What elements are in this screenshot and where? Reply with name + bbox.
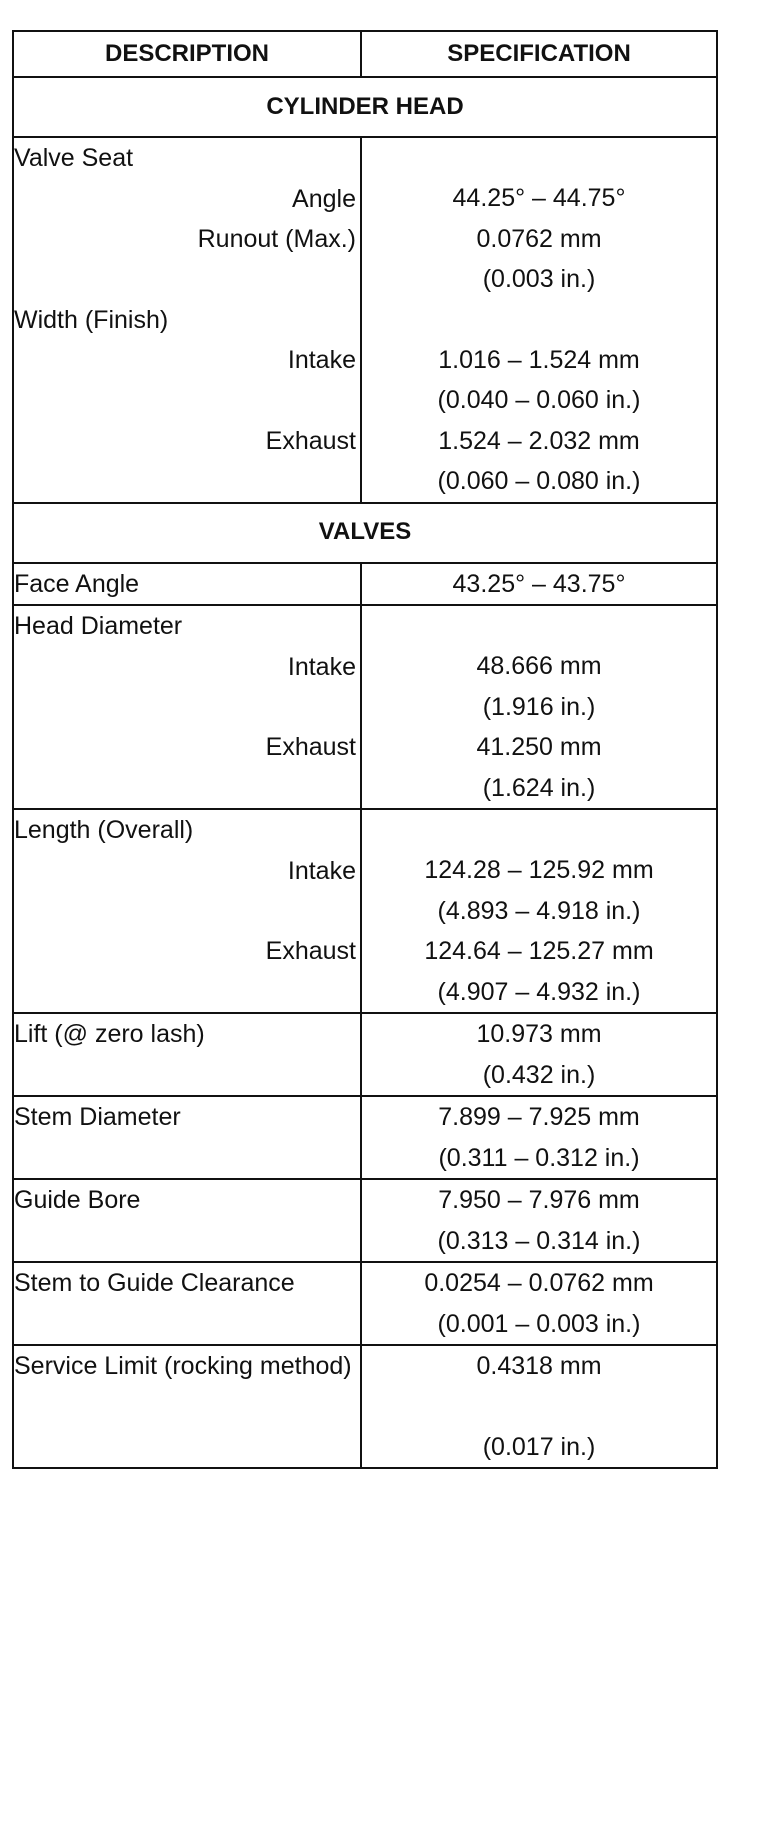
angle-label: Angle — [292, 184, 356, 213]
lift-specification — [361, 1013, 717, 1096]
section-title-valves: VALVES — [13, 503, 717, 563]
width-finish-label: Width (Finish) — [14, 305, 169, 334]
angle-value: 44.25° – 44.75° — [452, 184, 626, 212]
table-row — [13, 605, 717, 809]
intake-mm: 1.016 – 1.524 mm — [438, 345, 640, 374]
head-intake-label: Intake — [287, 652, 356, 681]
table-header-row — [13, 31, 717, 77]
exhaust-in: (0.060 – 0.080 in.) — [437, 467, 641, 495]
table-row — [13, 1262, 717, 1345]
service-limit-in: (0.017 in.) — [482, 1432, 596, 1461]
face-angle-label: Face Angle — [13, 563, 361, 606]
head-diameter-label: Head Diameter — [14, 612, 183, 640]
guide-bore-specification — [361, 1179, 717, 1262]
runout-mm: 0.0762 mm — [476, 224, 602, 253]
table-row — [13, 137, 717, 503]
head-diameter-specification — [361, 605, 717, 809]
stem-guide-clearance-label: Stem to Guide Clearance — [13, 1262, 361, 1345]
head-exhaust-mm: 41.250 mm — [476, 733, 602, 761]
length-exhaust-label: Exhaust — [265, 937, 356, 965]
stem-diameter-specification — [361, 1096, 717, 1179]
length-label: Length (Overall) — [14, 816, 194, 844]
spec-sheet — [12, 30, 716, 1469]
guide-bore-label: Guide Bore — [13, 1179, 361, 1262]
section-row-valves — [13, 503, 717, 563]
description-header: DESCRIPTION — [13, 31, 361, 77]
specification-table — [12, 30, 718, 1469]
table-row — [13, 809, 717, 1013]
length-intake-mm: 124.28 – 125.92 mm — [424, 856, 654, 884]
lift-in: (0.432 in.) — [482, 1060, 596, 1089]
valve-seat-label: Valve Seat — [14, 144, 134, 172]
head-diameter-description — [13, 605, 361, 809]
section-title-cylinder-head: CYLINDER HEAD — [13, 77, 717, 137]
exhaust-label: Exhaust — [265, 426, 356, 455]
lift-label: Lift (@ zero lash) — [13, 1013, 361, 1096]
guide-bore-in: (0.313 – 0.314 in.) — [437, 1226, 641, 1255]
stem-diameter-mm: 7.899 – 7.925 mm — [438, 1103, 640, 1131]
table-row — [13, 1345, 717, 1468]
valve-seat-description — [13, 137, 361, 503]
intake-in: (0.040 – 0.060 in.) — [437, 386, 641, 414]
stem-diameter-label: Stem Diameter — [13, 1096, 361, 1179]
valve-seat-specification — [361, 137, 717, 503]
length-exhaust-in: (4.907 – 4.932 in.) — [437, 977, 641, 1006]
lift-mm: 10.973 mm — [476, 1020, 602, 1048]
face-angle-value: 43.25° – 43.75° — [361, 563, 717, 606]
head-intake-mm: 48.666 mm — [476, 652, 602, 680]
head-exhaust-label: Exhaust — [265, 733, 356, 761]
intake-label: Intake — [287, 346, 356, 374]
head-exhaust-in: (1.624 in.) — [482, 773, 596, 802]
stem-guide-clearance-specification — [361, 1262, 717, 1345]
service-limit-mm: 0.4318 mm — [476, 1352, 602, 1380]
stem-guide-clearance-mm: 0.0254 – 0.0762 mm — [424, 1269, 654, 1297]
runout-label: Runout (Max.) — [197, 225, 356, 253]
table-row — [13, 1013, 717, 1096]
section-row-cylinder-head — [13, 77, 717, 137]
length-intake-label: Intake — [287, 856, 356, 885]
exhaust-mm: 1.524 – 2.032 mm — [438, 426, 640, 455]
service-limit-specification — [361, 1345, 717, 1468]
specification-header: SPECIFICATION — [361, 31, 717, 77]
length-specification — [361, 809, 717, 1013]
runout-in: (0.003 in.) — [482, 265, 596, 293]
head-intake-in: (1.916 in.) — [482, 692, 596, 721]
service-limit-label: Service Limit (rocking method) — [13, 1345, 361, 1468]
length-intake-in: (4.893 – 4.918 in.) — [437, 896, 641, 925]
length-description — [13, 809, 361, 1013]
guide-bore-mm: 7.950 – 7.976 mm — [438, 1186, 640, 1214]
table-row — [13, 1179, 717, 1262]
table-row — [13, 1096, 717, 1179]
stem-guide-clearance-in: (0.001 – 0.003 in.) — [437, 1309, 641, 1338]
table-row — [13, 563, 717, 606]
stem-diameter-in: (0.311 – 0.312 in.) — [438, 1143, 640, 1172]
length-exhaust-mm: 124.64 – 125.27 mm — [424, 937, 654, 965]
